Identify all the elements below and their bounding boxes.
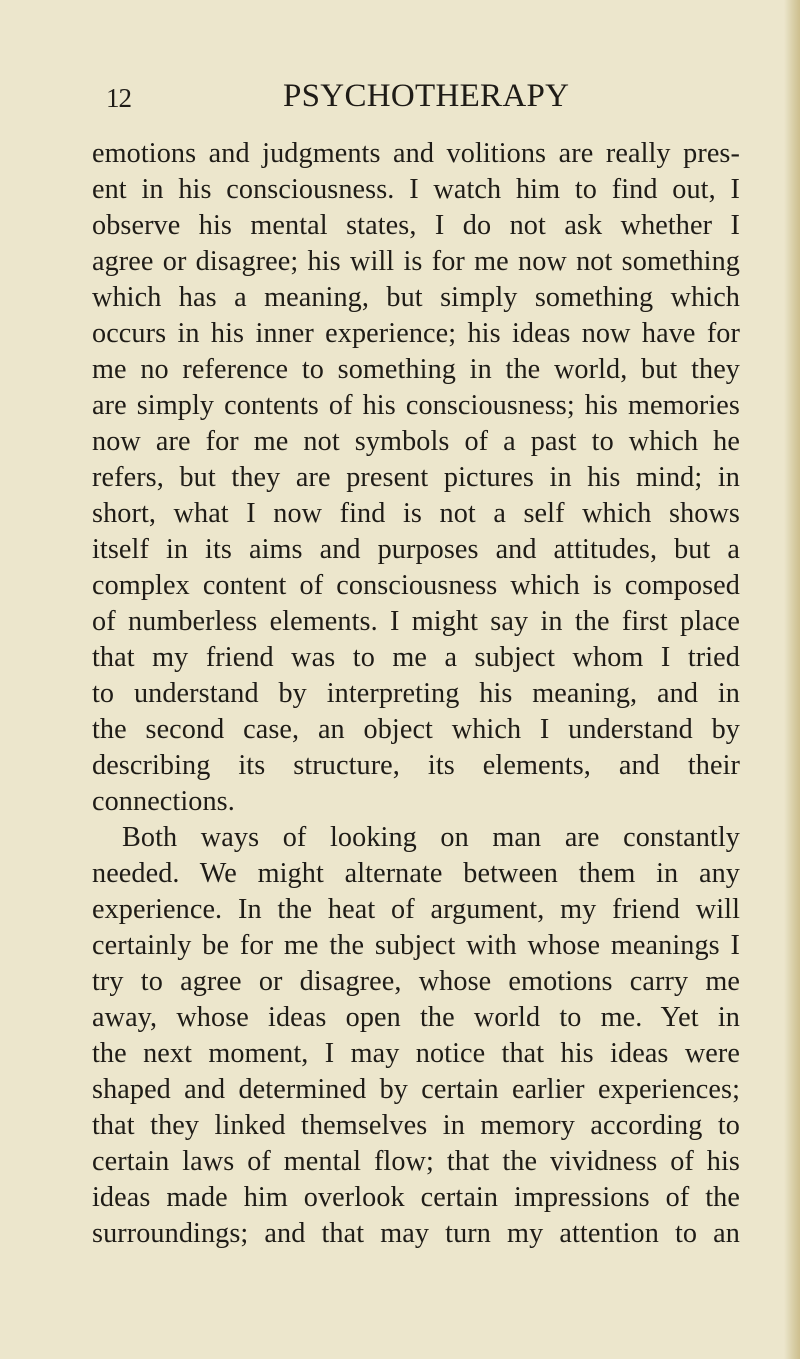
text-line: agree or disagree; his will is for me now not something (92, 246, 740, 277)
text-line: of numberless elements. I might say in the first place (92, 606, 740, 637)
text-line: to understand by interpreting his meaning, and in (92, 678, 740, 709)
text-line: occurs in his inner experience; his ideas now have for (92, 318, 740, 349)
text-line: now are for me not symbols of a past to which he (92, 426, 740, 457)
text-line: needed. We might alternate between them in any (92, 858, 740, 889)
text-line: observe his mental states, I do not ask whether I (92, 210, 740, 241)
text-line: that they linked themselves in memory according to (92, 1110, 740, 1141)
text-line: are simply contents of his consciousness; his memories (92, 390, 740, 421)
text-line: short, what I now find is not a self which shows (92, 498, 740, 529)
page-header (0, 78, 800, 118)
text-line: which has a meaning, but simply something which (92, 282, 740, 313)
text-line: the second case, an object which I understand by (92, 714, 740, 745)
text-line: ideas made him overlook certain impressions of the (92, 1182, 740, 1213)
text-line: that my friend was to me a subject whom I tried (92, 642, 740, 673)
text-line: try to agree or disagree, whose emotions carry me (92, 966, 740, 997)
page-edge-shadow (784, 0, 800, 1359)
text-line: ent in his consciousness. I watch him to find out, I (92, 174, 740, 205)
text-line: the next moment, I may notice that his ideas were (92, 1038, 740, 1069)
text-line: certainly be for me the subject with whose meanings I (92, 930, 740, 961)
text-line: emotions and judgments and volitions are really pres- (92, 138, 740, 169)
text-line: experience. In the heat of argument, my friend will (92, 894, 740, 925)
page-number: 12 (106, 83, 131, 113)
text-line: refers, but they are present pictures in his mind; in (92, 462, 740, 493)
text-line: itself in its aims and purposes and attitudes, but a (92, 534, 740, 565)
text-line: certain laws of mental flow; that the vividness of his (92, 1146, 740, 1177)
running-head: PSYCHOTHERAPY (283, 78, 570, 114)
text-line: surroundings; and that may turn my attention to an (92, 1218, 740, 1249)
text-line: complex content of consciousness which is composed (92, 570, 740, 601)
text-line: away, whose ideas open the world to me. Yet in (92, 1002, 740, 1033)
text-line: shaped and determined by certain earlier experiences; (92, 1074, 740, 1105)
paragraph-start-line: Both ways of looking on man are constantly (122, 822, 740, 853)
paragraph-end-line: connections. (92, 786, 235, 817)
text-line: describing its structure, its elements, and their (92, 750, 740, 781)
text-line: me no reference to something in the world, but they (92, 354, 740, 385)
